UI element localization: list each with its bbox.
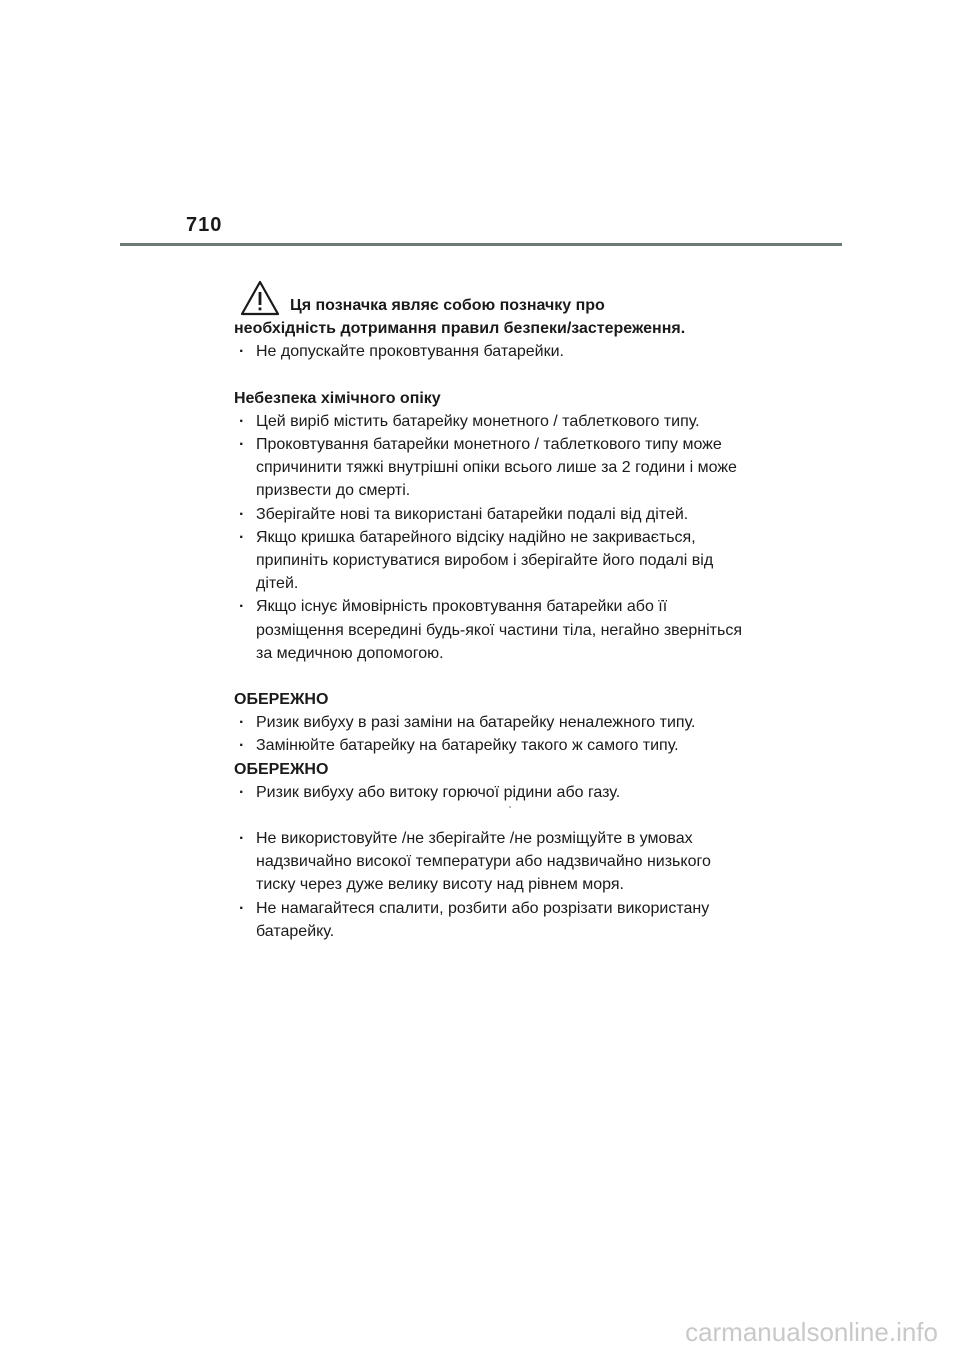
warning-header-line1: Ця позначка являє собою позначку про — [290, 297, 605, 314]
list-item: · Не намагайтеся спалити, розбити або розрізати використану батарейку. — [234, 897, 754, 943]
page-number: 710 — [186, 214, 223, 236]
section-heading-caution-1: ОБЕРЕЖНО — [234, 691, 329, 709]
spacer — [234, 364, 754, 387]
block-4-list — [234, 827, 754, 943]
section-heading-chemical-burn: Небезпека хімічного опіку — [234, 389, 441, 407]
document-body — [234, 294, 754, 943]
watermark: carmanualsonline.info — [685, 1317, 938, 1347]
header-rule — [120, 243, 842, 246]
spacer — [234, 665, 754, 688]
warning-header — [234, 294, 754, 340]
list-item: · Ризик вибуху в разі заміни на батарейку неналежного типу. — [234, 711, 754, 734]
section-heading-caution-2: ОБЕРЕЖНО — [234, 760, 329, 778]
list-item: · Якщо кришка батарейного відсіку надійно не закривається, припиніть користуватися виробом і зберігайте його подалі від дітей. — [234, 526, 754, 596]
list-item: · Якщо існує ймовірність проковтування батарейки або її розміщення всередині будь-якої частини тіла, негайно зверніться за медичною допомогою. — [234, 595, 754, 665]
warning-triangle-icon — [240, 280, 280, 316]
list-item: · Ризик вибуху або витоку горючої рідини або газу. — [234, 781, 754, 804]
block-3-list — [234, 781, 754, 804]
block-1-list — [234, 410, 754, 665]
list-item: · Не використовуйте /не зберігайте /не розміщуйте в умовах надзвичайно високої температури або надзвичайно низького тиску через дуже велику висоту над рівнем моря. — [234, 827, 754, 897]
warning-header-line2: необхідність дотримання правил безпеки/застереження. — [234, 320, 686, 338]
list-item: · Цей виріб містить батарейку монетного / таблеткового типу. — [234, 410, 754, 433]
spacer — [234, 804, 754, 827]
block-0-list — [234, 340, 754, 363]
list-item: · Проковтування батарейки монетного / таблеткового типу може спричинити тяжкі внутрішні опіки всього лише за 2 години і може призвести до смерті. — [234, 433, 754, 503]
block-2-list — [234, 711, 754, 757]
list-item: · Зберігайте нові та використані батарейки подалі від дітей. — [234, 503, 754, 526]
list-item: · Замінюйте батарейку на батарейку такого ж самого типу. — [234, 734, 754, 757]
stray-dot — [509, 806, 511, 808]
list-item: · Не допускайте проковтування батарейки. — [234, 340, 754, 363]
